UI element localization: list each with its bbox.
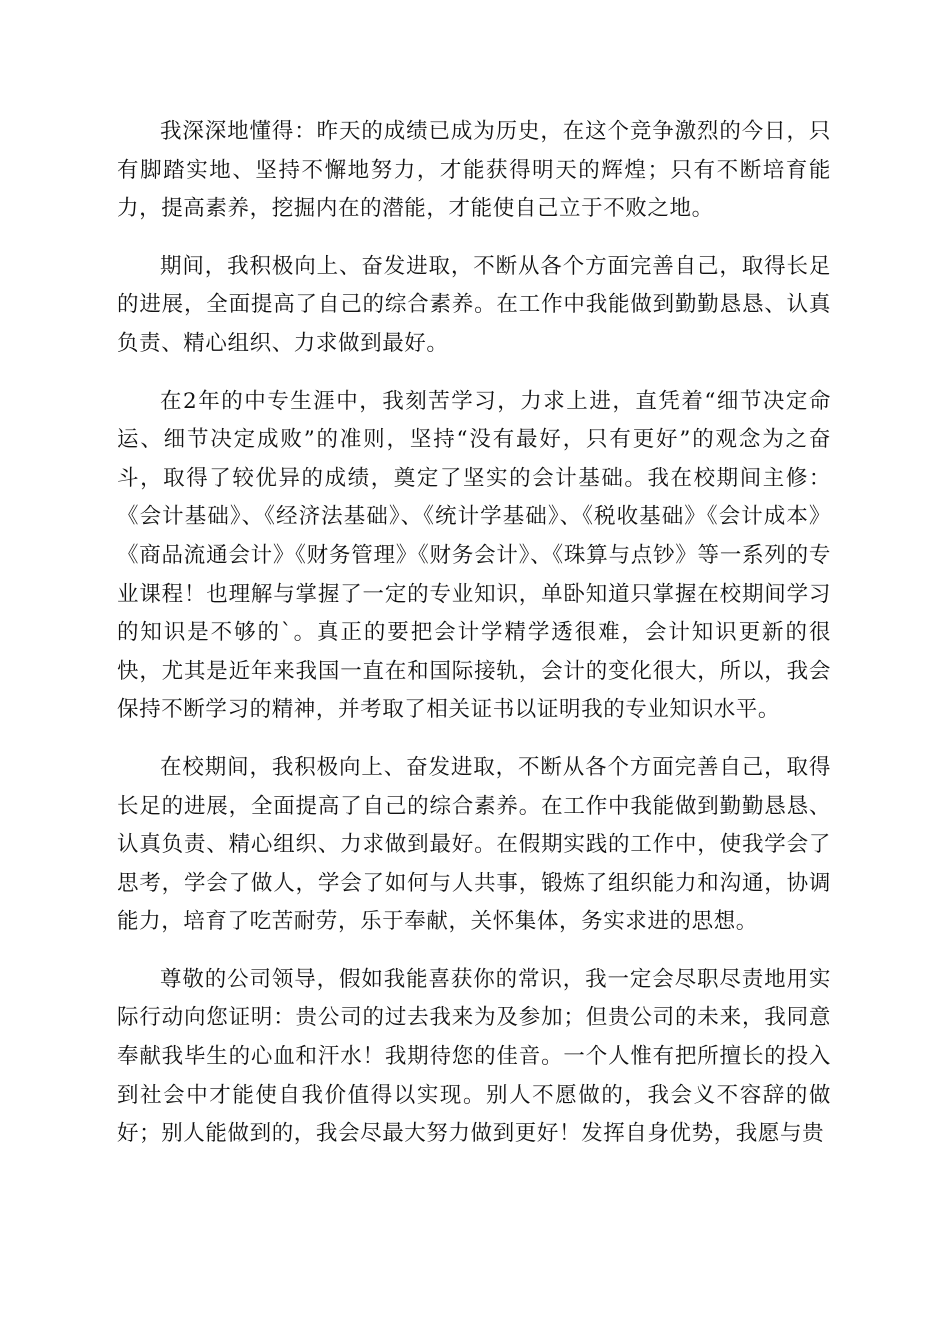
document-body [117, 113, 831, 1173]
paragraph-3: 在2年的中专生涯中，我刻苦学习，力求上进，直凭着“细节决定命运、细节决定成败”的准则，坚持“没有最好，只有更好”的观念为之奋斗，取得了较优异的成绩，奠定了坚实的会计基础。我在校期间主修：《会计基础》、《经济法基础》、《统计学基础》、《税收基础》《会计成本》《商品流通会计》《财务管理》《财务会计》、《珠算与点钞》等一系列的专业课程！也理解与掌握了一定的专业知识，单卧知道只掌握在校期间学习的知识是不够的`。真正的要把会计学精学透很难，会计知识更新的很快，尤其是近年来我国一直在和国际接轨，会计的变化很大，所以，我会保持不断学习的精神，并考取了相关证书以证明我的专业知识水平。 [117, 388, 831, 723]
paragraph-4: 在校期间，我积极向上、奋发进取，不断从各个方面完善自己，取得长足的进展，全面提高了自己的综合素养。在工作中我能做到勤勤恳恳、认真负责、精心组织、力求做到最好。在假期实践的工作中，使我学会了思考，学会了做人，学会了如何与人共事，锻炼了组织能力和沟通，协调能力，培育了吃苦耐劳，乐于奉献，关怀集体，务实求进的思想。 [117, 754, 831, 935]
paragraph-1: 我深深地懂得：昨天的成绩已成为历史，在这个竞争激烈的今日，只有脚踏实地、坚持不懈地努力，才能获得明天的辉煌；只有不断培育能力，提高素养，挖掘内在的潜能，才能使自己立于不败之地。 [117, 119, 831, 222]
paragraph-5: 尊敬的公司领导，假如我能喜获你的常识，我一定会尽职尽责地用实际行动向您证明：贵公司的过去我来为及参加；但贵公司的未来，我同意奉献我毕生的心血和汗水！我期待您的佳音。一个人惟有把所擅长的投入到社会中才能使自我价值得以实现。别人不愿做的，我会义不容辞的做好；别人能做到的，我会尽最大努力做到更好！发挥自身优势，我愿与贵 [117, 966, 831, 1147]
paragraph-2: 期间，我积极向上、奋发进取，不断从各个方面完善自己，取得长足的进展，全面提高了自己的综合素养。在工作中我能做到勤勤恳恳、认真负责、精心组织、力求做到最好。 [117, 253, 831, 356]
